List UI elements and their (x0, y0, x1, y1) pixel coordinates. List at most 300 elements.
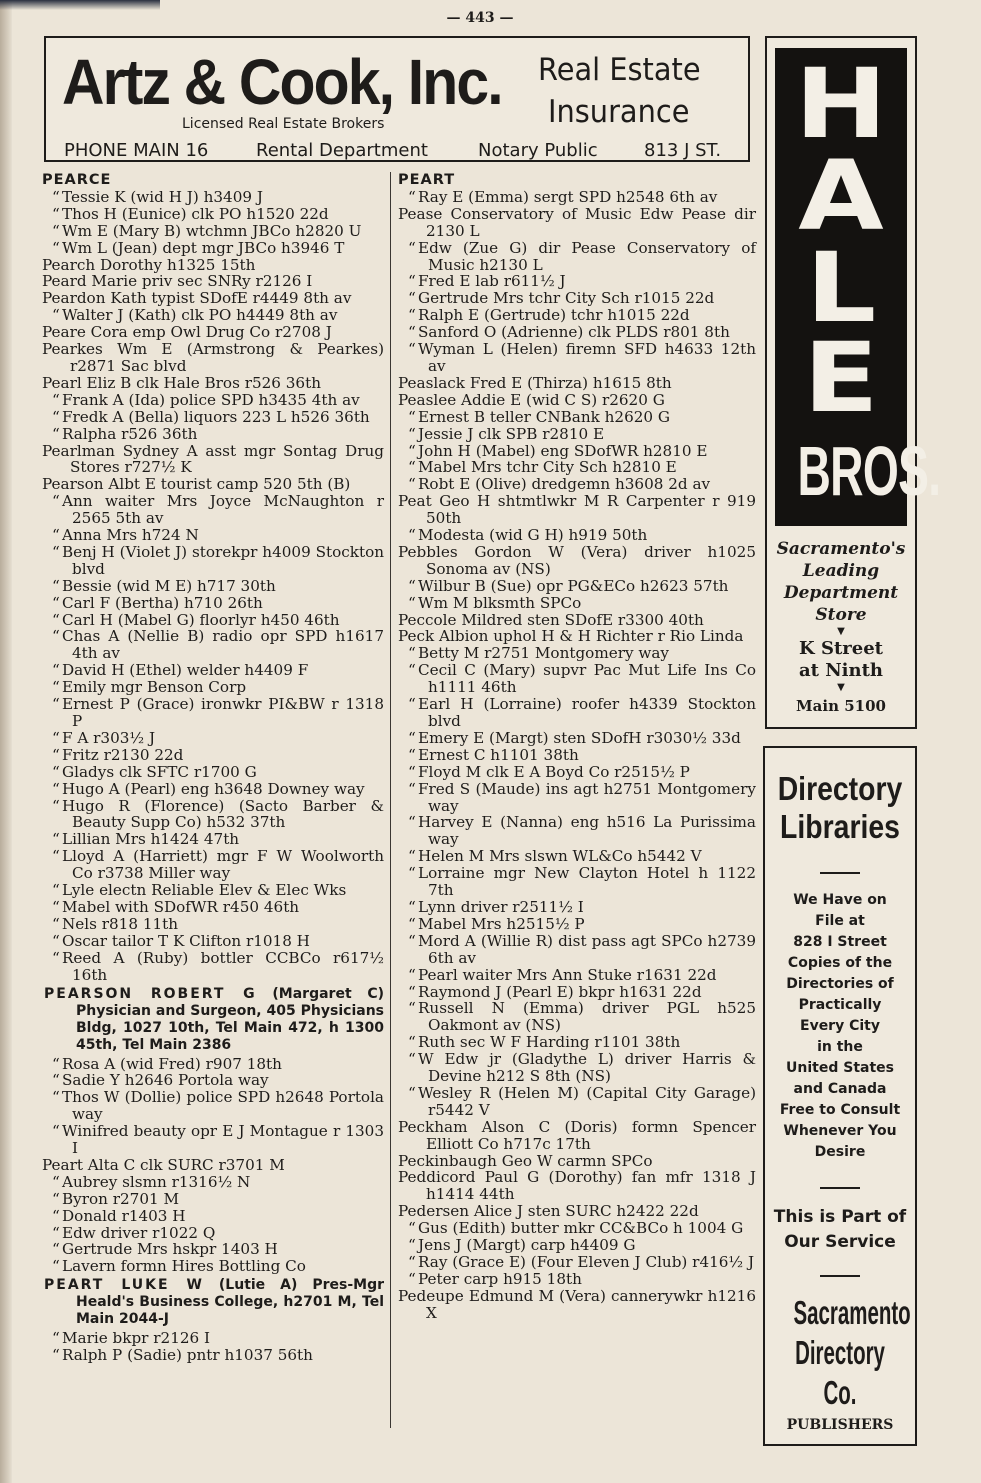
hale-line: Department (783, 583, 899, 603)
directory-sub-entry (398, 747, 756, 764)
pearson-robert-entry (42, 986, 384, 1054)
dir-body-line: File at (815, 913, 865, 929)
ditto-mark: “ (408, 238, 416, 257)
entry-text: Lillian Mrs h1424 47th (62, 830, 240, 849)
entry-text: John H (Mabel) eng SDofWR h2810 E (418, 441, 708, 460)
binding-shadow (0, 0, 160, 10)
entry-details: (Lutie A) Pres-Mgr Heald's Business College, h2701 M, Tel Main 2044-J (76, 1277, 384, 1328)
hale-phone: Main 5100 (796, 697, 886, 715)
ditto-mark: “ (52, 542, 60, 561)
ditto-mark: “ (52, 492, 60, 511)
dir-service: Our Service (784, 1232, 896, 1252)
entry-text: Hugo R (Florence) (Sacto Barber & Beauty Supp Co) h532 37th (62, 796, 384, 832)
directory-sub-entry (42, 240, 384, 257)
ditto-mark: “ (52, 390, 60, 409)
dir-body-line: Directories of (786, 976, 894, 992)
entry-text: Wilbur B (Sue) opr PG&ECo h2623 57th (418, 576, 729, 595)
dir-body-line: Every City (800, 1018, 880, 1034)
entry-text: Chas A (Nellie B) radio opr SPD h1617 4th av (62, 627, 384, 663)
directory-sub-entry (42, 730, 384, 747)
entry-name: PEARSON ROBERT G (44, 985, 257, 1002)
entry-text: Marie bkpr r2126 I (62, 1329, 211, 1348)
entry-text: Peter carp h915 18th (418, 1269, 582, 1288)
directory-sub-entry (42, 206, 384, 223)
directory-sub-entry (42, 1123, 384, 1157)
entry-text: Anna Mrs h724 N (62, 526, 199, 545)
entry-text: Russell N (Emma) driver PGL h525 Oakmont av (NS) (418, 999, 756, 1035)
entry-text: Carl H (Mabel G) floorlyr h450 46th (62, 610, 340, 629)
ditto-mark: “ (52, 187, 60, 206)
hale-bros-text: BROS. (797, 432, 941, 510)
ditto-mark: “ (408, 897, 416, 916)
ditto-mark: “ (52, 914, 60, 933)
directory-sub-entry (398, 307, 756, 324)
ditto-mark: “ (408, 1033, 416, 1052)
ditto-mark: “ (408, 1083, 416, 1102)
ditto-mark: “ (52, 948, 60, 967)
entry-text: Gertrude Mrs tchr City Sch r1015 22d (418, 289, 715, 308)
entry-text: Lynn driver r2511½ I (418, 897, 584, 916)
entry-text: F A r303½ J (62, 728, 156, 747)
hale-street: K Street (799, 638, 883, 659)
entry-text: Pedeupe Edmund M (Vera) cannerywkr h1216 X (398, 1286, 756, 1322)
ditto-mark: “ (408, 728, 416, 747)
ditto-mark: “ (52, 762, 60, 781)
directory-sub-entry (42, 595, 384, 612)
directory-sub-entry (398, 1271, 756, 1288)
entry-text: Peckinbaugh Geo W carmn SPCo (398, 1151, 653, 1170)
dir-title: Directory (777, 770, 903, 807)
entry-text: Peare Cora emp Owl Drug Co r2708 J (42, 323, 332, 342)
artz-cook-advertisement (44, 36, 750, 162)
left-entries-b (42, 1056, 384, 1276)
directory-sub-entry (398, 290, 756, 307)
directory-sub-entry (42, 933, 384, 950)
directory-sub-entry (42, 848, 384, 882)
directory-sub-entry (42, 612, 384, 629)
hale-street: at Ninth (798, 660, 884, 681)
ditto-mark: “ (408, 272, 416, 291)
entry-text: Oscar tailor T K Clifton r1018 H (62, 931, 310, 950)
ditto-mark: “ (408, 424, 416, 443)
entry-text: Emery E (Margt) sten SDofH r3030½ 33d (418, 728, 741, 747)
entry-text: Ralpha r526 36th (62, 424, 198, 443)
divider-rule (820, 1275, 860, 1277)
ditto-mark: “ (408, 458, 416, 477)
ditto-mark: “ (408, 745, 416, 764)
directory-sub-entry (42, 1225, 384, 1242)
dir-body-line: Desire (814, 1144, 866, 1160)
directory-sub-entry (398, 273, 756, 290)
directory-sub-entry (42, 798, 384, 832)
directory-sub-entry (42, 578, 384, 595)
entry-text: Fred E lab r611½ J (418, 272, 566, 291)
directory-sub-entry (42, 1072, 384, 1089)
entry-text: Betty M r2751 Montgomery way (418, 644, 670, 663)
ditto-mark: “ (408, 593, 416, 612)
ditto-mark: “ (408, 864, 416, 883)
directory-entry (398, 1119, 756, 1153)
ditto-mark: “ (52, 779, 60, 798)
ad-notary: Notary Public (478, 140, 598, 161)
entry-text: Donald r1403 H (62, 1206, 186, 1225)
hale-letter: E (803, 322, 879, 434)
directory-entry (398, 612, 756, 629)
entry-name: PEART LUKE W (44, 1277, 204, 1294)
ditto-mark: “ (408, 407, 416, 426)
left-entries-c (42, 1330, 384, 1364)
directory-sub-entry (398, 240, 756, 274)
ditto-mark: “ (52, 1257, 60, 1276)
entry-text: Ernest B teller CNBank h2620 G (418, 407, 671, 426)
ditto-mark: “ (408, 323, 416, 342)
directory-sub-entry (42, 882, 384, 899)
entry-text: Helen M Mrs slswn WL&Co h5442 V (418, 847, 702, 866)
entry-text: Reed A (Ruby) bottler CCBCo r617½ 16th (62, 948, 384, 984)
ditto-mark: “ (52, 204, 60, 223)
entry-text: Fritz r2130 22d (62, 745, 184, 764)
directory-sub-entry (398, 696, 756, 730)
entry-text: Peckham Alson C (Doris) formn Spencer Elliott Co h717c 17th (398, 1117, 756, 1153)
dir-body-line: Whenever You (783, 1123, 897, 1139)
dir-body-line: Practically (798, 997, 882, 1013)
directory-libraries-advertisement (763, 746, 917, 1446)
directory-sub-entry (398, 341, 756, 375)
directory-entry (42, 1157, 384, 1174)
ditto-mark: “ (52, 661, 60, 680)
directory-sub-entry (398, 899, 756, 916)
directory-sub-entry (398, 595, 756, 612)
directory-sub-entry (42, 662, 384, 679)
entry-text: Wm M blksmth SPCo (418, 593, 582, 612)
ditto-mark: “ (52, 1240, 60, 1259)
entry-text: Cecil C (Mary) supvr Pac Mut Life Ins Co h1111 46th (418, 661, 756, 697)
ditto-mark: “ (408, 576, 416, 595)
entry-text: Ann waiter Mrs Joyce McNaughton r 2565 5th av (62, 492, 384, 528)
divider-rule (820, 872, 860, 874)
entry-text: Sanford O (Adrienne) clk PLDS r801 8th (418, 323, 730, 342)
ditto-mark: “ (408, 1050, 416, 1069)
dir-body-line: Copies of the (787, 955, 893, 971)
ditto-mark: “ (408, 289, 416, 308)
directory-sub-entry (398, 527, 756, 544)
directory-entry (398, 375, 756, 392)
ditto-mark: “ (408, 441, 416, 460)
ditto-mark: “ (408, 695, 416, 714)
ditto-mark: “ (52, 1346, 60, 1365)
ditto-mark: “ (408, 1269, 416, 1288)
entry-text: Raymond J (Pearl E) bkpr h1631 22d (418, 982, 702, 1001)
directory-entry (398, 544, 756, 578)
dir-body-line: We Have on (793, 892, 887, 908)
directory-entry (398, 1288, 756, 1322)
entry-text: Edw driver r1022 Q (62, 1223, 216, 1242)
dir-body-line: United States (786, 1060, 894, 1076)
directory-sub-entry (398, 189, 756, 206)
entry-text: Byron r2701 M (62, 1189, 180, 1208)
directory-sub-entry (398, 459, 756, 476)
directory-sub-entry (42, 781, 384, 798)
directory-sub-entry (398, 662, 756, 696)
entry-text: Benj H (Violet J) storekpr h4009 Stockton blvd (62, 542, 384, 578)
directory-sub-entry (42, 1208, 384, 1225)
directory-sub-entry (42, 679, 384, 696)
ad-tagline-insurance: Insurance (548, 94, 690, 130)
ad-rental: Rental Department (256, 140, 428, 161)
directory-sub-entry (398, 1000, 756, 1034)
directory-sub-entry (42, 831, 384, 848)
entry-text: Mord A (Willie R) dist pass agt SPCo h2739 6th av (418, 931, 756, 967)
ditto-mark: “ (408, 187, 416, 206)
entry-text: Hugo A (Pearl) eng h3648 Downey way (62, 779, 365, 798)
directory-sub-entry (42, 1191, 384, 1208)
entry-text: Peard Marie priv sec SNRy r2126 I (42, 272, 313, 291)
entry-text: Jessie J clk SPB r2810 E (418, 424, 605, 443)
entry-text: Ernest P (Grace) ironwkr PI&BW r 1318 P (62, 695, 384, 730)
divider-rule (820, 1187, 860, 1189)
column-heading: PEART (398, 172, 456, 188)
hale-logo-panel (775, 48, 941, 526)
entry-text: Tessie K (wid H J) h3409 J (62, 187, 263, 206)
hale-line: Leading (802, 561, 880, 581)
down-arrow-icon: ▼ (837, 682, 845, 693)
entry-text: Lavern formn Hires Bottling Co (62, 1257, 306, 1276)
entry-text: Modesta (wid G H) h919 50th (418, 526, 648, 545)
ad-tagline-real-estate: Real Estate (538, 52, 701, 88)
directory-entry (398, 392, 756, 409)
directory-sub-entry (398, 984, 756, 1001)
directory-sub-entry (42, 392, 384, 409)
entry-text: Peat Geo H shtmtlwkr M R Carpenter r 919 50th (398, 492, 756, 528)
directory-sub-entry (398, 476, 756, 493)
column-divider (390, 172, 391, 1428)
middle-column (398, 172, 756, 1322)
entry-text: Gertrude Mrs hskpr 1403 H (62, 1240, 278, 1259)
entry-text: Edw (Zue G) dir Pease Conservatory of Music h2130 L (418, 238, 756, 274)
directory-sub-entry (398, 578, 756, 595)
entry-text: Peardon Kath typist SDofE r4449 8th av (42, 289, 352, 308)
ad-brand: Artz & Cook, Inc. (62, 46, 502, 118)
entry-text: Ralph E (Gertrude) tchr h1015 22d (418, 306, 690, 325)
dir-service: This is Part of (773, 1207, 907, 1227)
ditto-mark: “ (52, 728, 60, 747)
entry-text: Pebbles Gordon W (Vera) driver h1025 Sonoma av (NS) (398, 542, 756, 578)
directory-sub-entry (42, 950, 384, 984)
entry-text: Thos H (Eunice) clk PO h1520 22d (62, 204, 329, 223)
dir-body (765, 890, 915, 1163)
down-arrow-icon: ▼ (837, 626, 845, 637)
ditto-mark: “ (408, 306, 416, 325)
hale-bros-advertisement (765, 36, 941, 729)
directory-sub-entry (398, 1220, 756, 1237)
directory-sub-entry (42, 1258, 384, 1275)
directory-entry (398, 493, 756, 527)
ditto-mark: “ (408, 813, 416, 832)
directory-sub-entry (42, 527, 384, 544)
hale-line: Store (815, 605, 867, 625)
dir-body-line: Free to Consult (779, 1102, 901, 1118)
ditto-mark: “ (408, 965, 416, 984)
ditto-mark: “ (408, 475, 416, 494)
entry-text: Sadie Y h2646 Portola way (62, 1071, 269, 1090)
entry-text: Lloyd A (Harriett) mgr F W Woolworth Co r3738 Miller way (62, 847, 384, 883)
directory-sub-entry (42, 1174, 384, 1191)
ditto-mark: “ (52, 627, 60, 646)
directory-entry (42, 257, 384, 274)
directory-sub-entry (42, 189, 384, 206)
dir-publisher: Sacramento (793, 1294, 911, 1331)
directory-sub-entry (398, 1051, 756, 1085)
directory-sub-entry (398, 967, 756, 984)
peart-luke-entry (42, 1277, 384, 1328)
directory-sub-entry (398, 645, 756, 662)
dir-publisher: Co. (823, 1374, 857, 1411)
ditto-mark: “ (52, 407, 60, 426)
ditto-mark: “ (408, 914, 416, 933)
directory-sub-entry (398, 781, 756, 815)
ditto-mark: “ (408, 999, 416, 1018)
ditto-mark: “ (52, 830, 60, 849)
ditto-mark: “ (408, 982, 416, 1001)
directory-sub-entry (42, 1089, 384, 1123)
entry-text: Wyman L (Helen) firemn SFD h4633 12th av (418, 340, 756, 375)
ditto-mark: “ (408, 931, 416, 950)
entry-text: Mabel Mrs tchr City Sch h2810 E (418, 458, 677, 477)
hale-letter: H (794, 48, 888, 160)
dir-publisher: Directory (795, 1334, 885, 1371)
directory-sub-entry (42, 1056, 384, 1073)
directory-entry (398, 1153, 756, 1170)
ditto-mark: “ (52, 1206, 60, 1225)
ditto-mark: “ (408, 1236, 416, 1255)
entry-text: Pearlman Sydney A asst mgr Sontag Drug Stores r727½ K (42, 441, 384, 477)
ditto-mark: “ (52, 1189, 60, 1208)
ad-address: 813 J ST. (644, 140, 722, 161)
directory-entry (398, 1203, 756, 1220)
directory-entry (42, 290, 384, 307)
entry-text: Pearkes Wm E (Armstrong & Pearkes) r2871 Sac blvd (42, 340, 384, 375)
entry-text: Wm E (Mary B) wtchmn JBCo h2820 U (62, 221, 362, 240)
entry-text: Peddicord Paul G (Dorothy) fan mfr 1318 J h1414 44th (398, 1168, 756, 1204)
ditto-mark: “ (52, 678, 60, 697)
entry-text: Jens J (Margt) carp h4409 G (418, 1236, 636, 1255)
directory-sub-entry (398, 814, 756, 848)
directory-sub-entry (398, 1085, 756, 1119)
ditto-mark: “ (408, 1253, 416, 1271)
entry-text: Nels r818 11th (62, 914, 179, 933)
hale-letter: A (798, 140, 884, 252)
ditto-mark: “ (408, 340, 416, 359)
directory-sub-entry (42, 747, 384, 764)
entry-text: Pearson Albt E tourist camp 520 5th (B) (42, 475, 351, 494)
directory-sub-entry (398, 1237, 756, 1254)
entry-text: Emily mgr Benson Corp (62, 678, 247, 697)
entry-text: Ray E (Emma) sergt SPD h2548 6th av (418, 187, 718, 206)
entry-text: Ernest C h1101 38th (418, 745, 579, 764)
entry-text: Pearl waiter Mrs Ann Stuke r1631 22d (418, 965, 717, 984)
entry-text: Wm L (Jean) dept mgr JBCo h3946 T (62, 238, 345, 257)
directory-sub-entry (42, 764, 384, 781)
dir-body-line: and Canada (793, 1081, 887, 1097)
ditto-mark: “ (52, 847, 60, 866)
directory-sub-entry (42, 544, 384, 578)
entry-text: Carl F (Bertha) h710 26th (62, 593, 263, 612)
hale-ad-text (767, 538, 915, 718)
entry-text: Peaslee Addie E (wid C S) r2620 G (398, 390, 665, 409)
directory-sub-entry (398, 409, 756, 426)
directory-sub-entry (398, 426, 756, 443)
hale-line: Sacramento's (776, 539, 906, 559)
ditto-mark: “ (408, 661, 416, 680)
directory-entry (398, 628, 756, 645)
ditto-mark: “ (52, 695, 60, 714)
ditto-mark: “ (52, 306, 60, 325)
directory-sub-entry (398, 916, 756, 933)
entry-text: Ralph P (Sadie) pntr h1037 56th (62, 1346, 313, 1365)
directory-sub-entry (398, 1254, 756, 1271)
ditto-mark: “ (52, 1054, 60, 1073)
entry-details: (Margaret C) Physician and Surgeon, 405 Physicians Bldg, 1027 10th, Tel Main 472, h 1300 45th, Tel Main 2386 (76, 985, 385, 1053)
entry-text: Lorraine mgr New Clayton Hotel h 1122 7th (418, 864, 756, 900)
directory-sub-entry (42, 628, 384, 662)
ditto-mark: “ (52, 593, 60, 612)
entry-text: Peck Albion uphol H & H Richter r Rio Linda (398, 627, 744, 646)
ditto-mark: “ (52, 526, 60, 545)
entry-text: Peaslack Fred E (Thirza) h1615 8th (398, 373, 672, 392)
entry-text: Wesley R (Helen M) (Capital City Garage) r5442 V (418, 1083, 756, 1119)
directory-entry (42, 341, 384, 375)
ditto-mark: “ (52, 931, 60, 950)
ditto-mark: “ (408, 1219, 416, 1238)
entry-text: Lyle electn Reliable Elev & Elec Wks (62, 881, 347, 900)
ditto-mark: “ (408, 779, 416, 798)
ditto-mark: “ (52, 1088, 60, 1107)
directory-sub-entry (398, 1034, 756, 1051)
ad-licensed: Licensed Real Estate Brokers (182, 116, 385, 132)
dir-body-line: in the (817, 1039, 863, 1055)
ditto-mark: “ (52, 576, 60, 595)
directory-entry (398, 206, 756, 240)
directory-sub-entry (42, 409, 384, 426)
ditto-mark: “ (52, 1329, 60, 1348)
entry-text: W Edw jr (Gladythe L) driver Harris & Devine h212 S 8th (NS) (418, 1050, 756, 1086)
hale-letter: L (805, 232, 877, 344)
entry-text: Gus (Edith) butter mkr CC&BCo h 1004 G (418, 1219, 744, 1238)
ad-phone: PHONE MAIN 16 (64, 140, 209, 161)
directory-sub-entry (398, 933, 756, 967)
entry-text: Ruth sec W F Harding r1101 38th (418, 1033, 681, 1052)
entry-text: Mabel with SDofWR r450 46th (62, 897, 300, 916)
ditto-mark: “ (408, 847, 416, 866)
entry-text: Frank A (Ida) police SPD h3435 4th av (62, 390, 360, 409)
entry-text: Pearch Dorothy h1325 15th (42, 255, 256, 274)
ditto-mark: “ (52, 881, 60, 900)
page-number: — 443 — (446, 10, 514, 26)
ditto-mark: “ (52, 796, 60, 815)
entry-text: Mabel Mrs h2515½ P (418, 914, 585, 933)
entry-text: Peart Alta C clk SURC r3701 M (42, 1155, 285, 1174)
ditto-mark: “ (52, 424, 60, 443)
entry-text: Pearl Eliz B clk Hale Bros r526 36th (42, 373, 321, 392)
left-entries-a (42, 189, 384, 984)
ditto-mark: “ (52, 745, 60, 764)
directory-entry (42, 273, 384, 290)
entry-text: Robt E (Olive) dredgemn h3608 2d av (418, 475, 711, 494)
entry-text: Gladys clk SFTC r1700 G (62, 762, 257, 781)
ditto-mark: “ (52, 1122, 60, 1141)
entry-text: Peccole Mildred sten SDofE r3300 40th (398, 610, 704, 629)
directory-sub-entry (42, 916, 384, 933)
